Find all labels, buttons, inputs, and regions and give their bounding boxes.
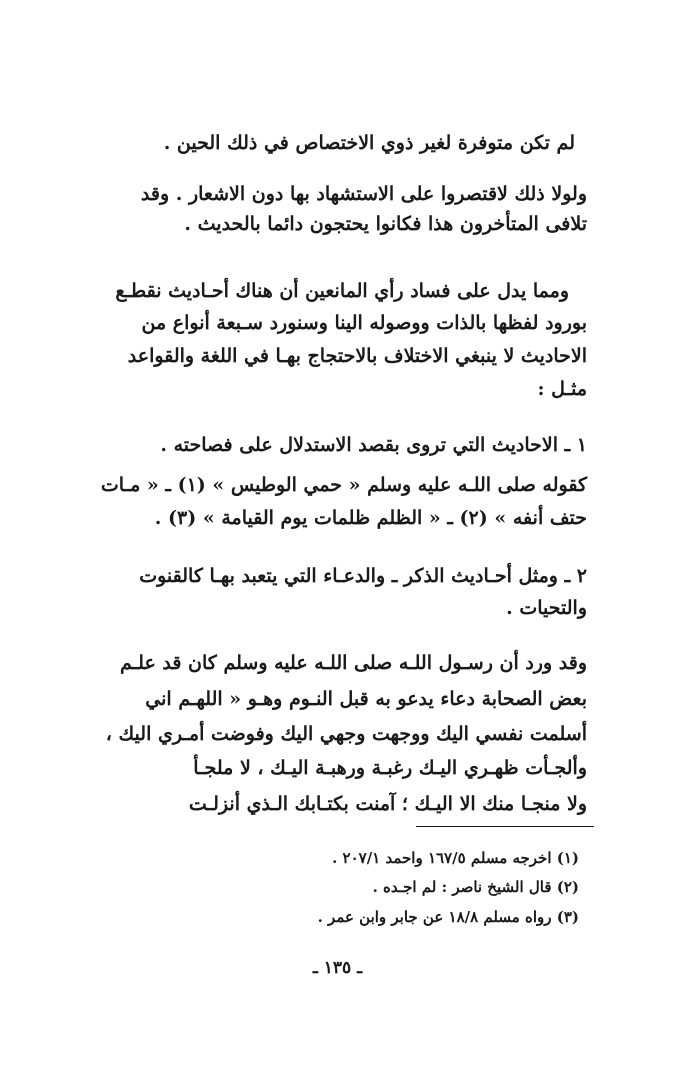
paragraph-2-line-2: تلافى المتأخرون هذا فكانوا يحتجون دائما بالحديث . (184, 213, 587, 235)
page-number: ـ ١٣٥ ـ (312, 958, 363, 978)
paragraph-4-line-5: ولا منجـا منك الا اليـك ؛ آمنت بكتـابك الـذي أنزلـت (188, 793, 587, 815)
paragraph-3-line-3: الاحاديث لا ينبغي الاختلاف بالاحتجاج بهـا في اللغة والقواعد (127, 345, 587, 367)
footnote-1: (١) اخرجه مسلم ١٦٧/٥ واحمد ٢٠٧/١ . (332, 849, 579, 867)
footnote-3: (٣) رواه مسلم ١٨/٨ عن جابر وابن عمر . (317, 908, 579, 926)
paragraph-1-line-1: لم تكن متوفرة لغير ذوي الاختصاص في ذلك الحين . (163, 132, 575, 154)
list-item-2-line-2: والتحيات . (506, 597, 587, 619)
footnote-separator (416, 826, 594, 827)
paragraph-3-line-4: مثـل : (537, 378, 587, 400)
list-item-1-line-2: كقوله صلى اللـه عليه وسلم « حمي الوطيس » (١) ـ « مـات (100, 474, 587, 496)
footnote-2: (٢) قال الشيخ ناصر : لم اجـده . (372, 878, 579, 896)
paragraph-4-line-3: أسلمت نفسي اليك ووجهت وجهي اليك وفوضت أمـري اليك ، (105, 723, 587, 745)
list-item-2-line-1: ٢ ـ ومثل أحـاديث الذكر ـ والدعـاء التي يتعبد بهـا كالقنوت (139, 565, 587, 587)
paragraph-4-line-1: وقد ورد أن رسـول اللـه صلى اللـه عليه وسلم كان قد علـم (119, 652, 587, 674)
list-item-1-line-1: ١ ـ الاحاديث التي تروى بقصد الاستدلال على فصاحته . (160, 434, 587, 456)
paragraph-4-line-2: بعض الصحابة دعاء يدعو به قبل النـوم وهـو « اللهـم اني (145, 688, 587, 710)
paragraph-3-line-2: بورود لفظها بالذات ووصوله الينا وسنورد سـبعة أنواع من (141, 312, 587, 334)
list-item-1-line-3: حتف أنفه » (٢) ـ « الظلم ظلمات يوم القيامة » (٣) . (154, 507, 587, 529)
paragraph-3-line-1: ومما يدل على فساد رأي المانعين أن هناك أحـاديث نقطـع (115, 280, 569, 302)
paragraph-4-line-4: وألجـأت ظهـري اليـك رغبـة ورهبـة اليـك ، لا ملجـأ (193, 757, 587, 779)
paragraph-2-line-1: ولولا ذلك لاقتصروا على الاستشهاد بها دون الاشعار . وقد (140, 183, 587, 205)
